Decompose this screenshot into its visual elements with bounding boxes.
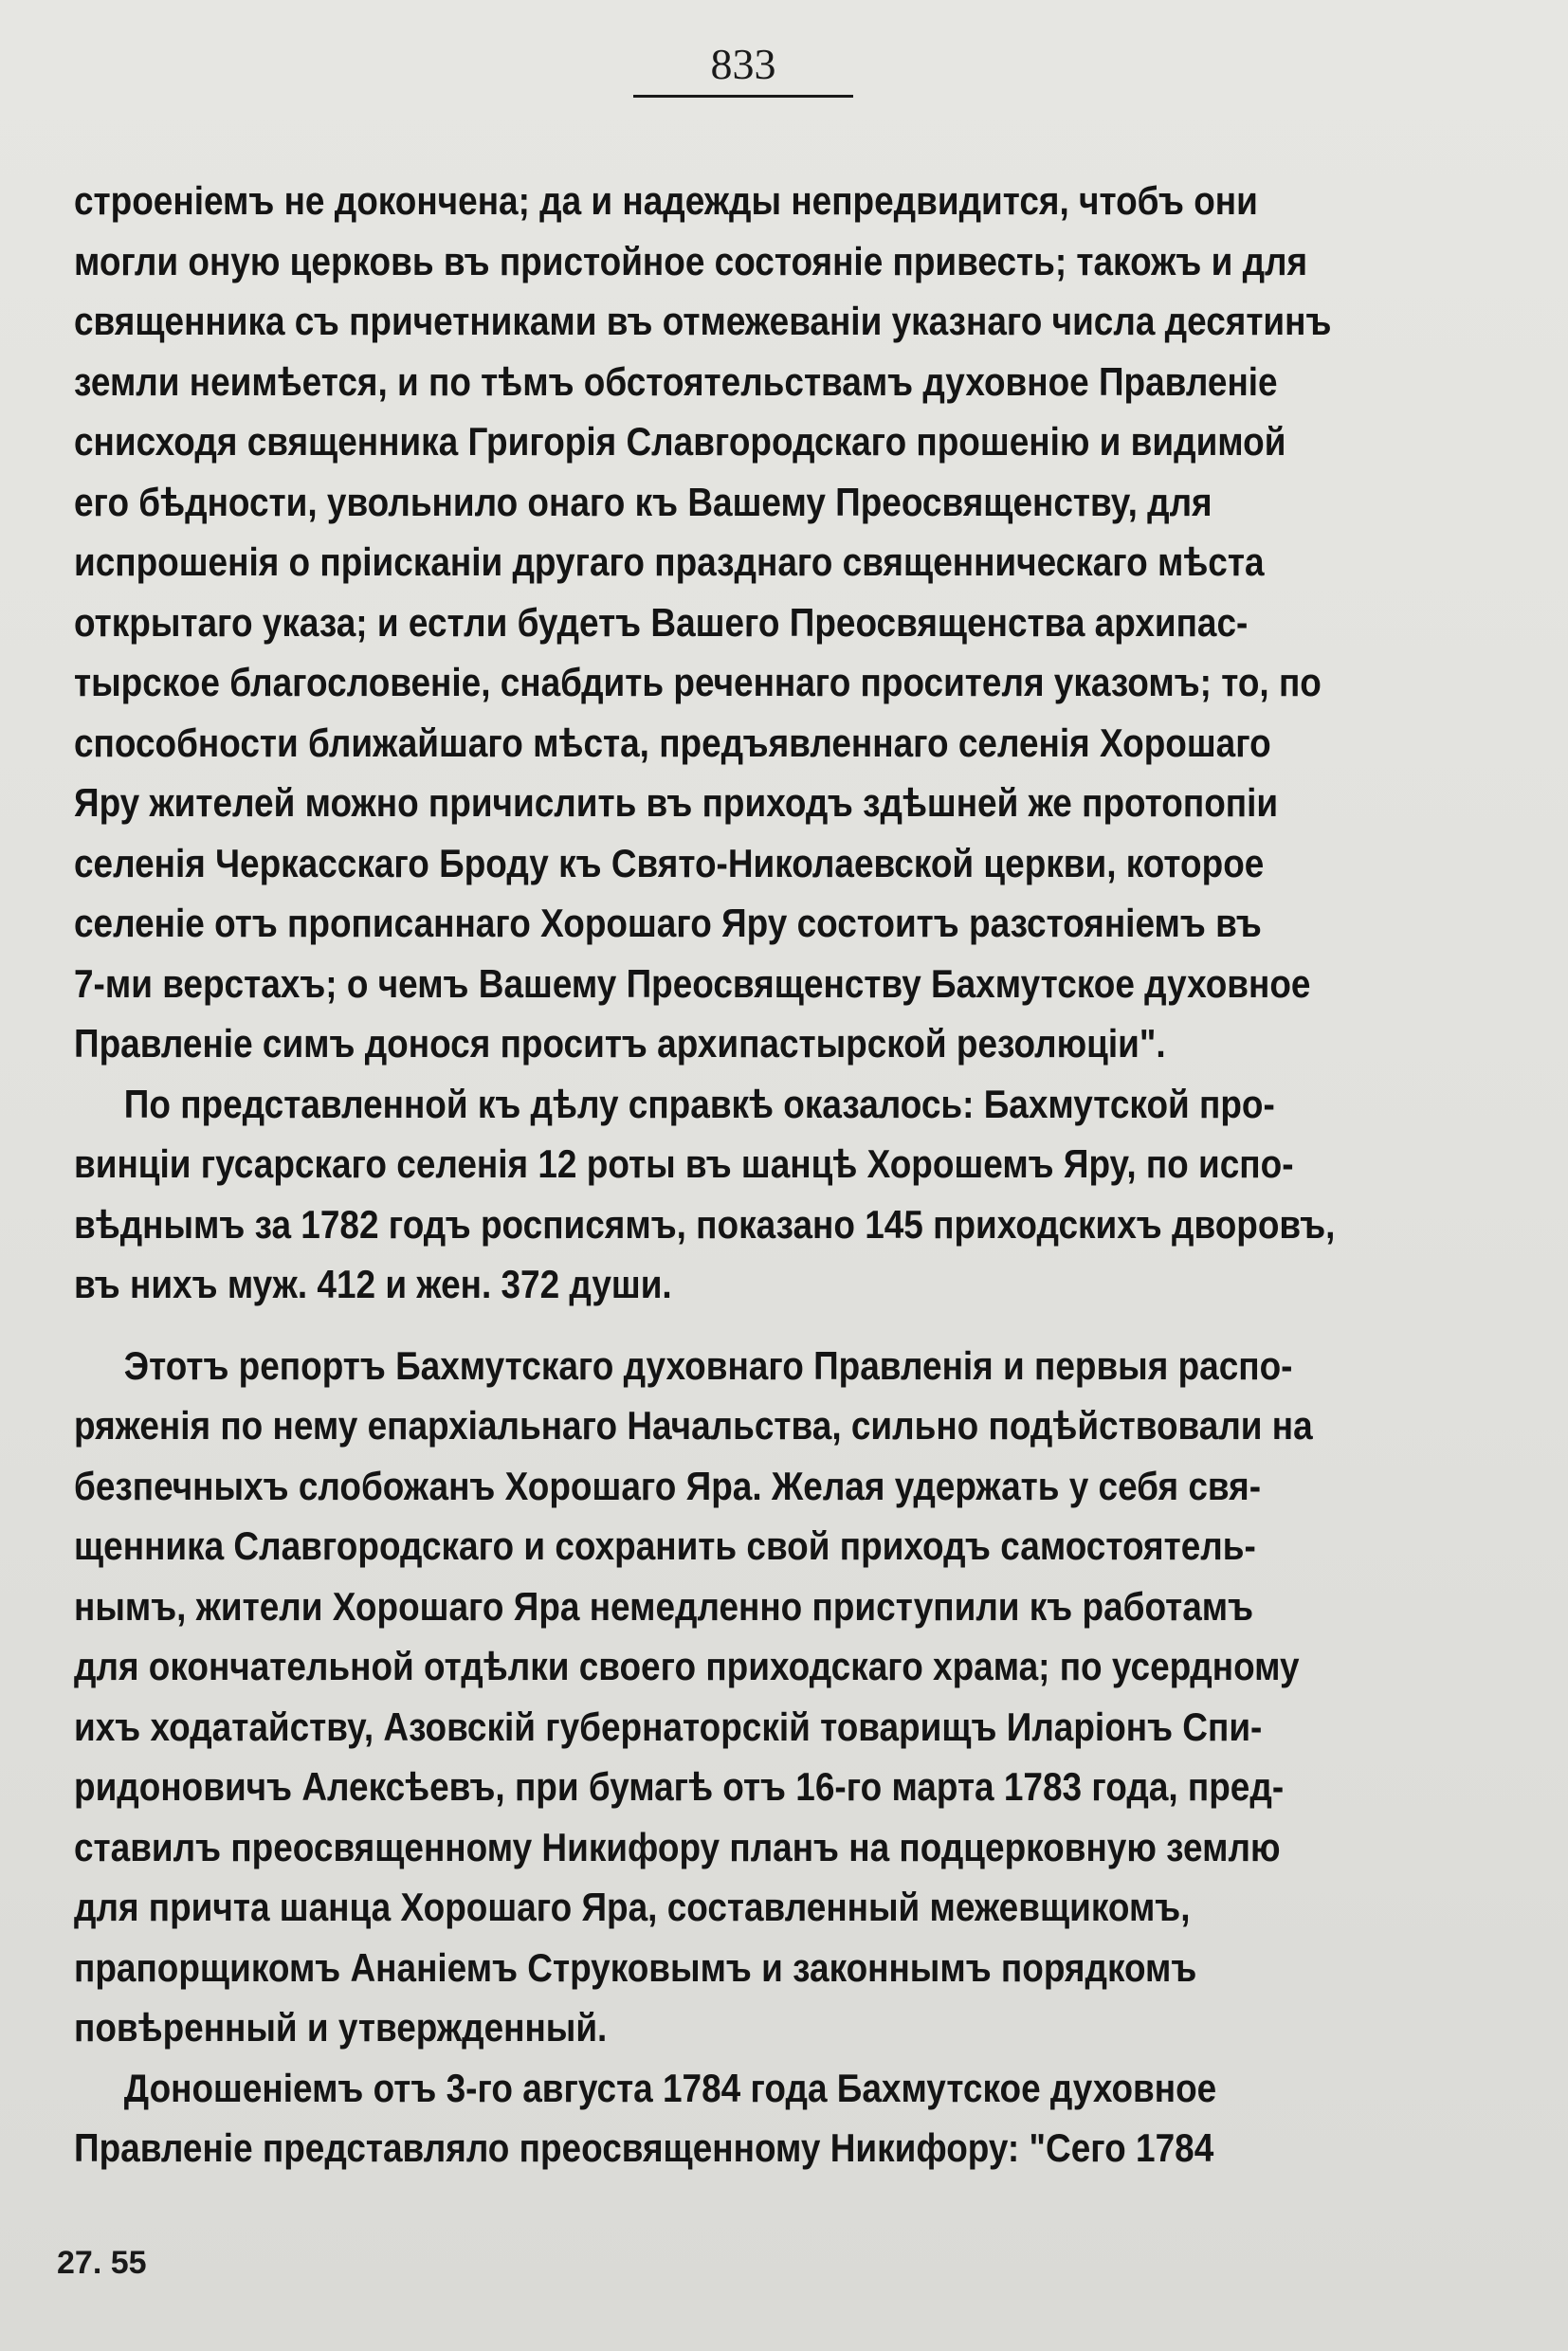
- text-line: для причта шанца Хорошаго Яра, составленный межевщикомъ,: [74, 1885, 1191, 1929]
- body-text: [74, 171, 1413, 2178]
- text-line: земли неимѣется, и по тѣмъ обстоятельствамъ духовное Правленіе: [74, 358, 1278, 404]
- text-line: способности ближайшаго мѣста, предъявленнаго селенія Хорошаго: [74, 720, 1271, 765]
- text-line: Правленіе представляло преосвященному Никифору: "Сего 1784: [74, 2125, 1214, 2170]
- text-line: ихъ ходатайству, Азовскій губернаторскій товарищъ Иларіонъ Спи-: [74, 1704, 1263, 1749]
- text-line: повѣренный и утвержденный.: [74, 2005, 608, 2050]
- text-line: прапорщикомъ Ананіемъ Струковымъ и законнымъ порядкомъ: [74, 1944, 1197, 1990]
- text-line: Правленіе симъ донося проситъ архипастырской резолюціи".: [74, 1021, 1166, 1066]
- text-line: снисходя священника Григорія Славгородскаго прошенію и видимой: [74, 419, 1286, 464]
- page-number-underline: [633, 95, 853, 98]
- text-line: 7-ми верстахъ; о чемъ Вашему Преосвященству Бахмутское духовное: [74, 960, 1311, 1006]
- paragraph-first-line: Этотъ репортъ Бахмутскаго духовнаго Правленія и первыя распо-: [123, 1342, 1293, 1388]
- paragraph-first-line: Доношеніемъ отъ 3-го августа 1784 года Бахмутское духовное: [123, 2065, 1217, 2110]
- text-line: селенія Черкасскаго Броду къ Свято-Николаевской церкви, которое: [74, 840, 1265, 885]
- text-line: винціи гусарскаго селенія 12 роты въ шанцѣ Хорошемъ Яру, по испо-: [74, 1141, 1294, 1186]
- text-line: въ нихъ муж. 412 и жен. 372 души.: [74, 1262, 672, 1306]
- text-line: тырское благословеніе, снабдить реченнаго просителя указомъ; то, по: [74, 660, 1322, 704]
- text-line: щенника Славгородскаго и сохранить свой приходъ самостоятель-: [74, 1523, 1256, 1568]
- text-line: для окончательной отдѣлки своего приходскаго храма; по усердному: [74, 1644, 1300, 1688]
- text-line: безпечныхъ слобожанъ Хорошаго Яра. Желая удержать у себя свя-: [74, 1463, 1262, 1508]
- printer-signature-mark: 27. 55: [57, 2245, 147, 2281]
- paragraph-first-line: По представленной къ дѣлу справкѣ оказалось: Бахмутской про-: [123, 1081, 1275, 1126]
- text-line: Яру жителей можно причислить въ приходъ здѣшней же протопопіи: [74, 780, 1279, 825]
- page-number: 833: [710, 40, 776, 88]
- text-line: ряженія по нему епархіальнаго Начальства, сильно подѣйствовали на: [74, 1403, 1313, 1448]
- text-line: ставилъ преосвященному Никифору планъ на подцерковную землю: [74, 1824, 1281, 1869]
- text-line: селеніе отъ прописаннаго Хорошаго Яру состоитъ разстояніемъ въ: [74, 901, 1262, 945]
- text-line: нымъ, жители Хорошаго Яра немедленно приступили къ работамъ: [74, 1583, 1254, 1629]
- text-line: могли оную церковь въ пристойное состояніе привесть; такожъ и для: [74, 238, 1308, 283]
- text-line: ридоновичъ Алексѣевъ, при бумагѣ отъ 16-го марта 1783 года, пред-: [74, 1764, 1285, 1809]
- text-line: строеніемъ не докончена; да и надежды непредвидится, чтобъ они: [74, 178, 1258, 223]
- text-line: испрошенія о пріисканіи другаго празднаго священническаго мѣста: [74, 539, 1265, 584]
- text-line: вѣднымъ за 1782 годъ росписямъ, показано 145 приходскихъ дворовъ,: [74, 1201, 1336, 1247]
- text-line: открытаго указа; и естли будетъ Вашего Преосвященства архипас-: [74, 599, 1249, 645]
- text-line: его бѣдности, увольнило онаго къ Вашему Преосвященству, для: [74, 479, 1212, 524]
- text-line: священника съ причетниками въ отмежеваніи указнаго числа десятинъ: [74, 299, 1332, 343]
